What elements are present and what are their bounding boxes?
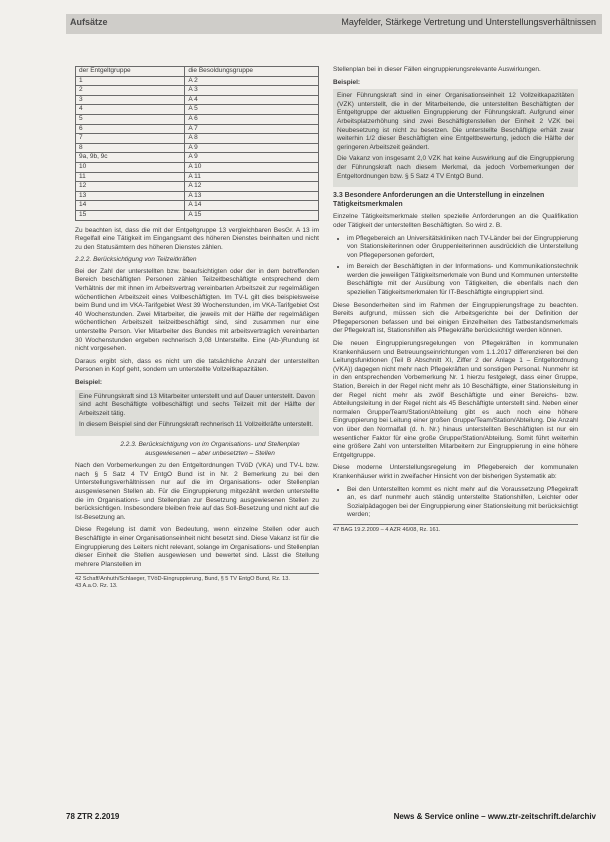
table-cell: A 5 [185, 105, 319, 115]
table-row [76, 76, 319, 86]
page-footer-link[interactable]: News & Service online – www.ztr-zeitschrift.de/archiv [393, 812, 596, 821]
footnote: 42 Schaff/Anhuth/Schlaeger, TVöD-Eingruppierung, Bund, § 5 TV EntgO Bund, Rz. 13. [75, 576, 290, 583]
table-cell: 7 [76, 134, 185, 144]
example-box [333, 89, 578, 187]
section-tag: Aufsätze [70, 17, 108, 27]
table-cell: 9a, 9b, 9c [76, 153, 185, 163]
table-cell: A 9 [185, 153, 319, 163]
paragraph: Daraus ergibt sich, dass es nicht um die tatsächliche Anzahl der unterstellten Personen in Kopf geht, sondern um unterstellte Vollzeitkapazitäten. [75, 357, 319, 374]
table-row [76, 86, 319, 96]
table-cell: 13 [76, 191, 185, 201]
table-cell: A 14 [185, 201, 319, 211]
table-row [76, 95, 319, 105]
table-cell: 10 [76, 162, 185, 172]
table-cell: A 6 [185, 114, 319, 124]
paragraph: Nach den Vorbemerkungen zu den Entgeltordnungen TVöD (VKA) und TV-L bzw. nach § 5 Satz 4 TV EntgO Bund ist in Nr. 2 Bemerkung zu bei den Unterstellungsverhältnissen nur auf die im Organisations- oder Stellenplan ausgewiesenen Stellen ab. Für die Eingruppierung mitgezählt werden unterstellte die im Organisations- und Stellenplan zur Besetzung ausgewiesenen Stellen zu berücksichtigen. Insbesondere bleiben freie auf das Soll-Besetzung und nicht auf die Ist-Besetzung an. [75, 462, 319, 521]
example-text: In diesem Beispiel sind der Führungskraft rechnerisch 11 Vollzeitkräfte unterstellt. [79, 421, 313, 429]
table-cell: 5 [76, 114, 185, 124]
right-column [333, 66, 578, 534]
table-cell: 2 [76, 86, 185, 96]
paragraph: Diese moderne Unterstellungsregelung im Pflegebereich der kommunalen Krankenhäuser wirkt in zweifacher Hinsicht von der bisherigen Systematik ab: [333, 464, 578, 480]
table-row [76, 182, 319, 192]
left-column [75, 66, 319, 590]
table-cell: 11 [76, 172, 185, 182]
paragraph: Einzelne Tätigkeitsmerkmale stellen spezielle Anforderungen an die Qualifikation oder Tätigkeit der unterstellten Beschäftigten. So wird z. B. [333, 213, 578, 229]
table-cell: A 7 [185, 124, 319, 134]
list-item: • Bei den Unterstellten kommt es nicht mehr auf die Voraussetzung Pflegekraft an, es darf nunmehr auch ständig unterstellte Stationshilfen, Leichter oder Sozialpädagogen bei der Eingruppierung einer Stationsleitung mit berücksichtigt werden; [347, 486, 578, 520]
bullet-list [333, 486, 578, 520]
subsection-heading: 2.2.2. Berücksichtigung von Teilzeitkräften [75, 256, 197, 264]
table-cell: 1 [76, 76, 185, 86]
table-cell: A 10 [185, 162, 319, 172]
table-row [76, 162, 319, 172]
table-cell: A 4 [185, 95, 319, 105]
subsection-heading: 2.2.3. Berücksichtigung von im Organisations- und Stellenplan ausgewiesenen – aber unbesetzten – Stellen [120, 440, 300, 457]
paragraph: Bei der Zahl der unterstellten bzw. beaufsichtigten oder der in dem betreffenden Bereich beschäftigten Personen zählen Teilzeitbeschäftigte entsprechend dem Verhältnis der mit ihnen im Arbeitsvertrag vereinbarten Arbeitszeit zur regelmäßigen wöchentlichen Arbeitszeit eines Vollbeschäftigten. Im TV-L gilt dies beispielsweise beim Bund und im VKA-Tarifgebiet West 39 Wochenstunden, im VKA-Tarifgebiet Ost 40 Wochenstunden. Zwei Mitarbeiter, die jeweils mit der Hälfte der regelmäßigen wöchentlichen Arbeitszeit teilzeitbeschäftigt sind, sind zusammen nur eine unterstellte Person. Vier Mitarbeiter des Bundes mit arbeitsvertraglich vereinbarten 30 Wochenstunden ergeben rechnerisch 3,08 Unterstellte. Eine (Ab-)Rundung ist nicht vorgesehen. [75, 267, 319, 353]
page-footer-issue: 78 ZTR 2.2019 [66, 812, 120, 821]
example-text: Die Vakanz von insgesamt 2,0 VZK hat keine Auswirkung auf die Eingruppierung der Führungskraft nach diesem Merkmal, da jedoch Vorbemerkungen der Entgeltordnungen bzw. § 5 Satz 4 TV EntgO Bund. [337, 155, 574, 180]
footnotes [333, 524, 578, 534]
table-cell: A 12 [185, 182, 319, 192]
example-label: Beispiel: [75, 379, 103, 386]
table-cell: 12 [76, 182, 185, 192]
table-cell: 4 [76, 105, 185, 115]
example-text: Einer Führungskraft sind in einer Organisationseinheit 12 Vollzeitkapazitäten (VZK) unterstellt, die in der Mitarbeitende, die unterstellten Beschäftigten der Entgeltgruppe der aktuellen Eingruppierung der Führungskraft. Aufgrund einer Arbeitsplatzerhöhung sind zwei Beschäftigtenstellen der Einheit 2 VZK bei Neubesetzung ist nicht zu besetzen. Die unterstellte Beschäftigte erhält zwar weiterhin 1/2 dieser Beschäftigten eine Entgeltbewertung, jedoch die Hälfte der geringeren Arbeitszeit geändert. [337, 92, 574, 151]
table-cell: 15 [76, 210, 185, 220]
section-heading: 3.3 Besondere Anforderungen an die Unterstellung in einzelnen Tätigkeitsmerkmalen [333, 192, 545, 208]
table-row [76, 134, 319, 144]
table-cell: 6 [76, 124, 185, 134]
table-row [76, 114, 319, 124]
table-header: die Besoldungsgruppe [185, 67, 319, 77]
paragraph: Diese Regelung ist damit von Bedeutung, wenn einzelne Stellen oder auch Beschäftigte in einer Organisationseinheit nicht besetzt sind. Diese Vakanz ist für die Eingruppierung des Leiters nicht relevant, solange im Organisations- und Stellenplan dieser Einheit die Stellen ausgewiesen und bewertet sind. Lässt die Stellung mehrere Planstellen im [75, 526, 319, 568]
footnotes [75, 573, 319, 590]
table-row [76, 153, 319, 163]
table-row [76, 124, 319, 134]
paragraph: Zu beachten ist, dass die mit der Entgeltgruppe 13 vergleichbaren BesGr. A 13 im Regelfall eine Tätigkeit im Eingangsamt des höheren Dienstes beinhalten und nicht zu den Statusämtern des höheren Dienstes zählen. [75, 226, 319, 251]
example-box [75, 390, 319, 436]
table-row [76, 201, 319, 211]
table-cell: A 3 [185, 86, 319, 96]
grouping-table [75, 66, 319, 221]
example-label: Beispiel: [333, 78, 361, 86]
table-cell: A 15 [185, 210, 319, 220]
bullet-list [333, 235, 578, 298]
example-text: Eine Führungskraft sind 13 Mitarbeiter unterstellt und auf Dauer unterstellt. Davon sind acht Beschäftigte vollbeschäftigt und sechs Teilzeit mit der Hälfte der Arbeitszeit tätig. [79, 392, 315, 417]
footnote: 43 A.a.O. Rz. 13. [75, 583, 118, 590]
paragraph: Stellenplan bei in dieser Fällen eingruppierungsrelevante Auswirkungen. [333, 66, 541, 73]
table-row [76, 191, 319, 201]
footnote: 47 BAG 19.2.2009 – 4 AZR 46/08, Rz. 161. [333, 526, 441, 533]
paragraph: Die neuen Eingruppierungsregelungen von Pflegekräften in kommunalen Krankenhäusern und Betreuungseinrichtungen vom 1.1.2017 differenzieren bei den Leitungsfunktionen (Teil B Abschnitt XI, Ziffer 2 der Anlage 1 – Entgeltordnung (VKA)) dagegen nicht mehr nach Pflegekräften und sonstigen Personal. Nunmehr ist in den entsprechenden Vorbemerkung Nr. 1 hierzu festgelegt, dass einer Gruppe, Station, Bereich in der Regel nicht mehr als 10 Beschäftigte, einer Stationsleitung in der Regel nicht mehr als zwölf Beschäftigte und einer Bereichs- bzw. Abteilungsleitung in der Regel nicht als 45 Beschäftigte unterstellt sind. Neben einer normalen Gruppe/Team/Station/Abteilung gibt es auch noch eine höhere Eingruppierung bei Leitung einer großen Gruppe/Team/Station/Abteilung. Die Anzahl von über den Normalfall (d. h. Nr.) hinaus unterstellten Beschäftigten ist nur ein wesentlicher Faktor für eine große Gruppe/Station/Abteilung. Somit führt weiterhin eine größere Zahl von unterstellten Mitarbeitern zur Eingruppierung in eine höhere Entgeltgruppe. [333, 340, 578, 459]
table-cell: 8 [76, 143, 185, 153]
table-cell: A 2 [185, 76, 319, 86]
paragraph: Diese Besonderheiten sind im Rahmen der Eingruppierungsfrage zu beachten. Bereits aufgrund, müssen sich die Arbeitsgerichte bei der Definition der Pflegepersonen befassen und bei einigen Einzelheiten des Tatbestandsmerkmals der Pflegekraft ist, Stationshilfen als Pflegekräfte berücksichtigt werden können. [333, 301, 578, 335]
table-cell: 3 [76, 95, 185, 105]
table-header-row [76, 67, 319, 77]
table-cell: A 13 [185, 191, 319, 201]
list-item: • im Pflegebereich an Universitätskliniken nach TV-Länder bei der Eingruppierung von Stationsleiterinnen oder Gruppenleiterinnen ausdrücklich die Unterstellung von Pflegepersonen gefordert, [347, 235, 578, 261]
table-row [76, 143, 319, 153]
running-title: Mayfelder, Stärkege Vertretung und Unterstellungsverhältnissen [341, 17, 596, 27]
list-item: • im Bereich der Beschäftigten in der Informations- und Kommunikationstechnik werden die jeweiligen Tätigkeitsmerkmale von Bund und Kommunen unterstellte Beschäftigte mit der Ausübung von Tätigkeiten, die ebenfalls nach den speziellen Tätigkeitsmerkmalen für IT-Beschäftigte eingruppiert sind. [347, 263, 578, 297]
table-cell: A 11 [185, 172, 319, 182]
table-row [76, 210, 319, 220]
table-row [76, 172, 319, 182]
table-cell: A 9 [185, 143, 319, 153]
table-row [76, 105, 319, 115]
table-header: der Entgeltgruppe [76, 67, 185, 77]
table-cell: A 8 [185, 134, 319, 144]
table-cell: 14 [76, 201, 185, 211]
